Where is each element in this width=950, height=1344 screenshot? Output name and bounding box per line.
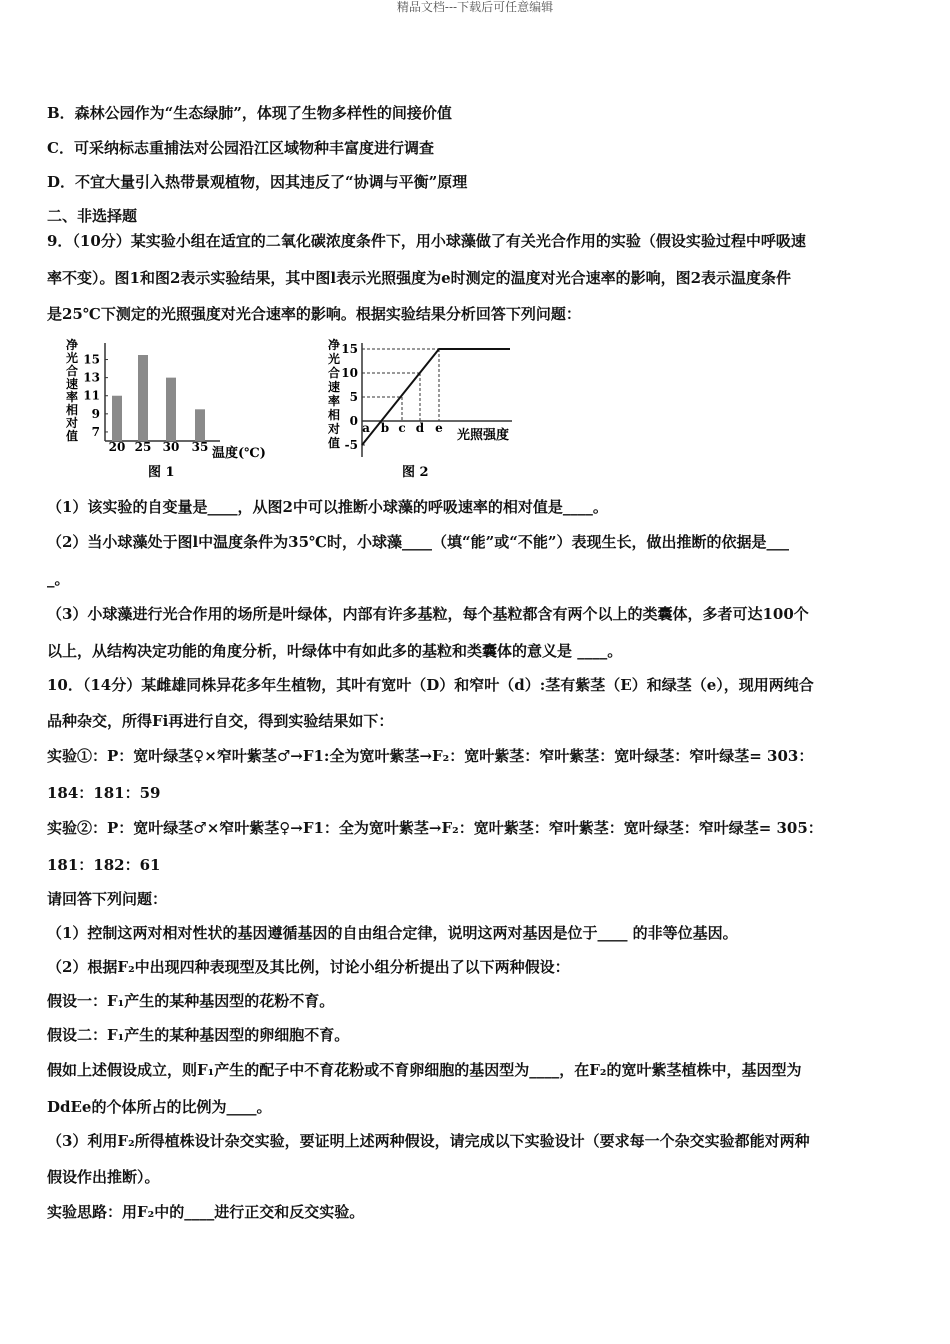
fig1-bar	[166, 378, 176, 441]
q10-prompt: 请回答下列问题：	[47, 890, 168, 908]
fig2-ytick-label: 0	[349, 414, 358, 428]
q10-stem-line2: 品种杂交，所得Fi再进行自交，得到实验结果如下：	[47, 712, 394, 730]
q10-sub2-question-line2: DdEe的个体所占的比例为____。	[47, 1098, 272, 1116]
q10-sub2-question-line1: 假如上述假设成立，则F₁产生的配子中不育花粉或不育卵细胞的基因型为____，在F₂的宽叶紫茎植株中，基因型为	[47, 1061, 802, 1079]
fig1-xtick-label: 25	[134, 440, 152, 454]
experiment-1-ratio: 184：181：59	[47, 784, 161, 802]
option-d: D．不宜大量引入热带景观植物，因其违反了“协调与平衡”原理	[47, 173, 468, 191]
fig1-ytick-label: 11	[83, 388, 100, 403]
fig1-caption: 图 1	[148, 465, 175, 480]
fig1-xtick-label: 30	[162, 440, 180, 454]
hypothesis-2: 假设二：F₁产生的某种基因型的卵细胞不育。	[47, 1026, 350, 1044]
q9-sub2-line1: （2）当小球藻处于图l中温度条件为35℃时，小球藻____（填“能”或“不能”）表现生长，做出推断的依据是___	[47, 533, 789, 551]
experiment-idea: 实验思路：用F₂中的____进行正交和反交实验。	[47, 1203, 365, 1221]
q9-stem-line3: 是25℃下测定的光照强度对光合速率的影响。根据实验结果分析回答下列问题：	[47, 305, 581, 323]
fig2-xtick-label: e	[435, 421, 443, 435]
fig1-xtick-label: 20	[108, 440, 126, 454]
fig1-ylabel: 净光合速率相对值	[66, 338, 79, 443]
q9-sub2-line2: _。	[47, 570, 70, 588]
fig2-ytick-label: -5	[344, 438, 358, 452]
q9-sub3-line1: （3）小球藻进行光合作用的场所是叶绿体，内部有许多基粒，每个基粒都含有两个以上的类囊体，多者可达100个	[47, 605, 809, 623]
q9-sub3-line2: 以上，从结构决定功能的角度分析，叶绿体中有如此多的基粒和类囊体的意义是 ____。	[47, 642, 623, 660]
fig1-ytick-label: 13	[83, 370, 100, 385]
fig1-xlabel: 温度(℃)	[212, 446, 266, 461]
q9-stem-line1: 9．（10分）某实验小组在适宜的二氧化碳浓度条件下，用小球藻做了有关光合作用的实验（假设实验过程中呼吸速	[47, 232, 806, 250]
fig2-caption: 图 2	[402, 465, 429, 480]
fig2-xlabel: 光照强度	[457, 428, 510, 443]
figure-1-bar-chart	[60, 335, 290, 483]
option-b: B．森林公园作为“生态绿肺”，体现了生物多样性的间接价值	[47, 104, 452, 122]
experiment-2: 实验②：P：宽叶绿茎♂×窄叶紫茎♀→F1：全为宽叶紫茎→F₂：宽叶紫茎：窄叶紫茎：宽叶绿茎：窄叶绿茎= 305：	[47, 819, 823, 837]
hypothesis-1: 假设一：F₁产生的某种基因型的花粉不育。	[47, 992, 335, 1010]
q9-stem-line2: 率不变）。图1和图2表示实验结果，其中图l表示光照强度为e时测定的温度对光合速率的影响，图2表示温度条件	[47, 269, 792, 287]
fig1-ytick-label: 9	[91, 406, 100, 421]
page-header: 精品文档---下载后可任意编辑	[396, 0, 554, 14]
option-c: C．可采纳标志重捕法对公园沿江区域物种丰富度进行调查	[47, 139, 434, 157]
fig1-xtick-label: 35	[191, 440, 209, 454]
fig2-xtick-label: a	[362, 421, 370, 435]
fig2-xtick-label: c	[398, 421, 406, 435]
q10-sub3-line1: （3）利用F₂所得植株设计杂交实验，要证明上述两种假设，请完成以下实验设计（要求每一个杂交实验都能对两种	[47, 1132, 810, 1150]
q10-sub3-line2: 假设作出推断）。	[47, 1168, 160, 1186]
q10-sub1: （1）控制这两对相对性状的基因遵循基因的自由组合定律，说明这两对基因是位于____ 的非等位基因。	[47, 924, 738, 942]
q9-sub1: （1）该实验的自变量是____，从图2中可以推断小球藻的呼吸速率的相对值是____。	[47, 498, 608, 516]
fig2-ytick-label: 10	[341, 366, 358, 380]
fig2-ytick-label: 15	[341, 342, 358, 356]
fig2-xtick-label: b	[380, 421, 390, 435]
experiment-1: 实验①：P：宽叶绿茎♀×窄叶紫茎♂→F1:全为宽叶紫茎→F₂：宽叶紫茎：窄叶紫茎：宽叶绿茎：窄叶绿茎= 303：	[47, 747, 814, 765]
fig2-ylabel: 净光合速率相对值	[328, 338, 341, 450]
q10-sub2: （2）根据F₂中出现四种表现型及其比例，讨论小组分析提出了以下两种假设：	[47, 958, 570, 976]
fig1-ytick-label: 15	[83, 352, 100, 367]
fig1-bar	[195, 409, 205, 441]
section-heading: 二、非选择题	[47, 207, 138, 225]
figure-2-line-chart	[322, 335, 542, 483]
fig2-xtick-label: d	[415, 421, 425, 435]
q10-stem-line1: 10．（14分）某雌雄同株异花多年生植物，其叶有宽叶（D）和窄叶（d）:茎有紫茎（E）和绿茎（e），现用两纯合	[47, 676, 814, 694]
experiment-2-ratio: 181：182：61	[47, 856, 161, 874]
fig1-bar	[112, 396, 122, 441]
fig1-ytick-label: 7	[91, 424, 100, 439]
fig2-ytick-label: 5	[349, 390, 358, 404]
fig1-bar	[138, 355, 148, 441]
